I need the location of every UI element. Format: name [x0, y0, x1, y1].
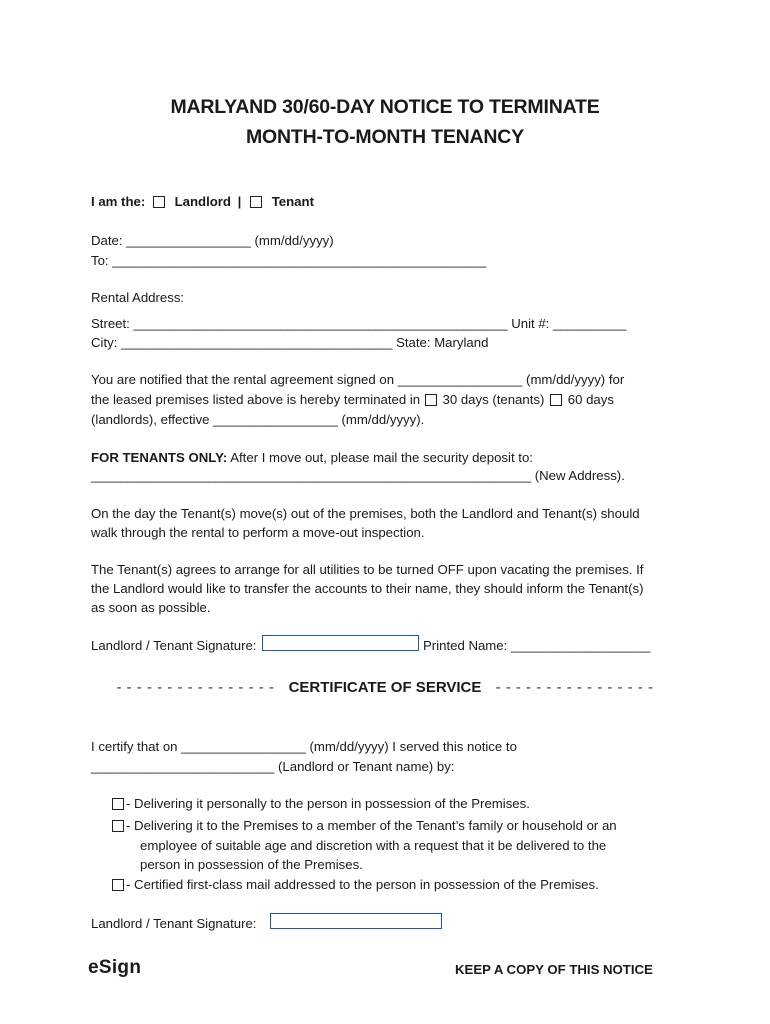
role-selector	[91, 194, 314, 209]
30-days-label: 30 days (tenants)	[442, 392, 545, 407]
certify-line-1[interactable]: I certify that on _________________ (mm/dd/yyyy) I served this notice to	[91, 739, 517, 754]
cert-dashes-right: - - - - - - - - - - - - - - - -	[495, 679, 654, 696]
notice-line-2-text: the leased premises listed above is hereby terminated in	[91, 392, 421, 407]
60-days-label: 60 days	[567, 392, 614, 407]
new-address-field[interactable]: ____________________________________________________________ (New Address).	[91, 468, 625, 483]
document-title-line2: MONTH-TO-MONTH TENANCY	[246, 126, 524, 148]
signature-label: Landlord / Tenant Signature:	[91, 638, 257, 653]
option-1-text: - Delivering it personally to the person in possession of the Premises.	[126, 796, 530, 811]
street-field[interactable]: Street: ___________________________________________________ Unit #: __________	[91, 316, 627, 331]
tenant-label: Tenant	[271, 194, 314, 209]
moveout-line-2: walk through the rental to perform a move-out inspection.	[91, 525, 425, 540]
option-2-line-2: employee of suitable age and discretion with a request that it be delivered to the	[140, 838, 607, 853]
service-option-1	[112, 796, 530, 811]
option-2-line-3: person in possession of the Premises.	[140, 857, 363, 872]
document-title-line1: MARLYAND 30/60-DAY NOTICE TO TERMINATE	[170, 96, 600, 118]
signature-field[interactable]	[262, 635, 419, 651]
tenants-only-line	[91, 450, 533, 465]
option-3-text: - Certified first-class mail addressed to the person in possession of the Premises.	[126, 877, 599, 892]
moveout-line-1: On the day the Tenant(s) move(s) out of the premises, both the Landlord and Tenant(s) should	[91, 506, 640, 521]
utilities-line-2: the Landlord would like to transfer the accounts to their name, they should inform the Tenant(s)	[91, 581, 644, 596]
option-1-checkbox[interactable]	[112, 798, 124, 810]
role-separator: |	[237, 194, 242, 209]
60-days-checkbox[interactable]	[550, 394, 562, 406]
landlord-checkbox[interactable]	[153, 196, 165, 208]
tenants-only-label: FOR TENANTS ONLY:	[91, 450, 228, 465]
signature-label-2: Landlord / Tenant Signature:	[91, 916, 257, 931]
esign-logo: eSign	[88, 957, 142, 978]
cert-dashes-left: - - - - - - - - - - - - - - - -	[116, 679, 275, 696]
date-field[interactable]: Date: _________________ (mm/dd/yyyy)	[91, 233, 334, 248]
notice-line-3: (landlords), effective _________________ (mm/dd/yyyy).	[91, 412, 425, 427]
city-field[interactable]: City: _____________________________________ State: Maryland	[91, 335, 489, 350]
to-field[interactable]: To: ___________________________________________________	[91, 253, 487, 268]
notice-line-1: You are notified that the rental agreement signed on _________________ (mm/dd/yyyy) for	[91, 372, 625, 387]
utilities-line-1: The Tenant(s) agrees to arrange for all utilities to be turned OFF upon vacating the premises. If	[91, 562, 644, 577]
utilities-line-3: as soon as possible.	[91, 600, 211, 615]
30-days-checkbox[interactable]	[425, 394, 437, 406]
iam-label: I am the:	[91, 194, 146, 209]
keep-copy-notice: KEEP A COPY OF THIS NOTICE	[455, 962, 653, 977]
service-option-3	[112, 877, 599, 892]
landlord-label: Landlord	[174, 194, 231, 209]
rental-address-label: Rental Address:	[91, 290, 185, 305]
printed-name-field[interactable]: Printed Name: ___________________	[423, 638, 651, 653]
certificate-heading	[0, 679, 770, 696]
notice-line-2	[91, 392, 614, 407]
tenants-only-text: After I move out, please mail the security deposit to:	[227, 450, 533, 465]
certificate-title: CERTIFICATE OF SERVICE	[288, 679, 482, 696]
option-2-text: - Delivering it to the Premises to a member of the Tenant’s family or household or an	[126, 818, 617, 833]
signature-field-2[interactable]	[270, 913, 442, 929]
tenant-checkbox[interactable]	[250, 196, 262, 208]
certify-line-2[interactable]: _________________________ (Landlord or Tenant name) by:	[91, 759, 455, 774]
option-3-checkbox[interactable]	[112, 879, 124, 891]
option-2-checkbox[interactable]	[112, 820, 124, 832]
service-option-2	[112, 818, 617, 833]
